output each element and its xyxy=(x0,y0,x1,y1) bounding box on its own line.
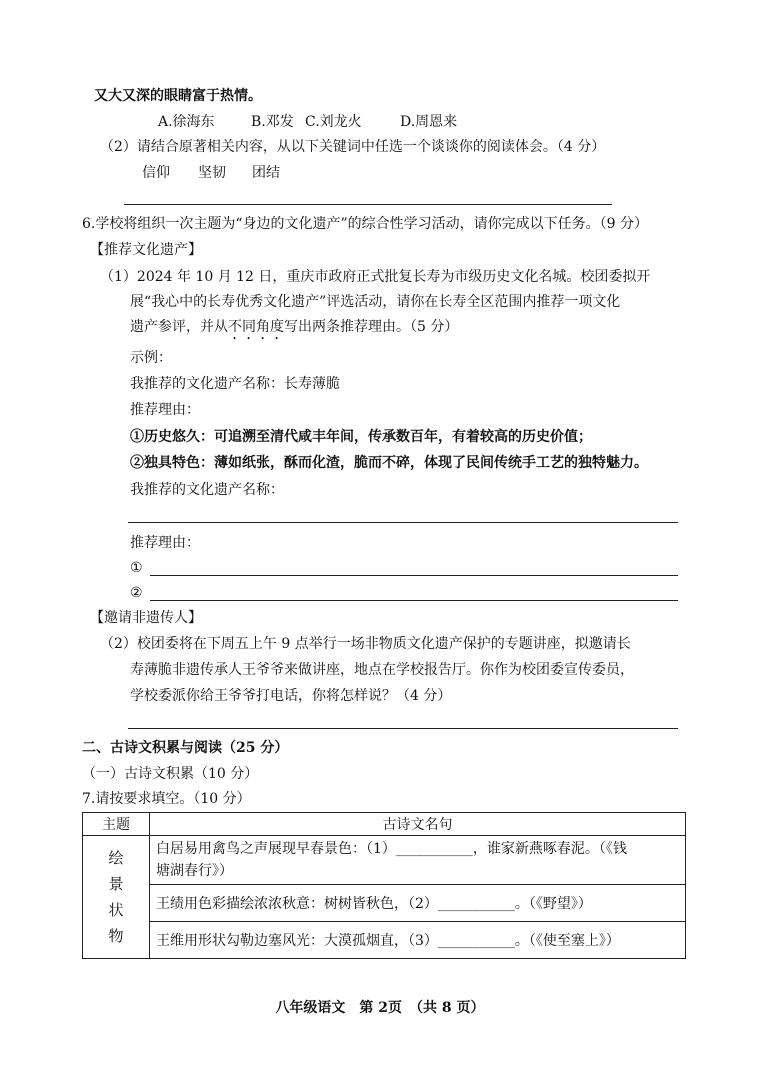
q6-part1-line2: 展“我心中的长寿优秀文化遗产”评选活动，请你在长寿全区范围内推荐一项文化 xyxy=(130,294,621,310)
table-header-content: 古诗文名句 xyxy=(150,813,686,836)
q6-name-answer-line[interactable] xyxy=(128,522,678,523)
q5-option-b: B.邓发 xyxy=(251,114,294,130)
section2-sub-heading: （一）古诗文积累（10 分） xyxy=(82,766,259,782)
q6-reason2-answer-line[interactable] xyxy=(150,600,678,601)
q5-option-d: D.周恩来 xyxy=(400,114,458,130)
q5-answer-line[interactable] xyxy=(124,204,612,205)
theme-char: 绘 xyxy=(108,849,124,867)
q6-part2-line1: （2）校团委将在下周五上午 9 点举行一场非物质文化遗产保护的专题讲座，拟邀请长 xyxy=(100,636,631,652)
q6-example-name: 我推荐的文化遗产名称：长寿薄脆 xyxy=(130,376,340,392)
q6-blank-marker-1: ① xyxy=(130,560,143,576)
q6-my-reason-label: 推荐理由： xyxy=(130,535,200,551)
q6-blank-marker-2: ② xyxy=(130,585,143,601)
q6-my-name-label: 我推荐的文化遗产名称： xyxy=(130,482,284,498)
table-header-theme: 主题 xyxy=(83,813,150,836)
q6-example-reason-2: ②独具特色：薄如纸张，酥而化渣，脆而不碎，体现了民间传统手工艺的独特魅力。 xyxy=(130,455,648,471)
poem-row-1-line1: 白居易用禽鸟之声展现早春景色：（1）___________，谁家新燕啄春泥。（《钱 xyxy=(156,841,627,857)
q6-example-label: 示例： xyxy=(130,350,172,366)
q6-section2-title: 【邀请非遗传人】 xyxy=(90,610,202,626)
q6-part2-line3: 学校委派你给王爷爷打电话，你将怎样说？（4 分） xyxy=(130,688,452,704)
q6-part1-line3-b: 写出两条推荐理由。（5 分） xyxy=(284,319,459,335)
table-theme-cell xyxy=(83,836,150,959)
q6-part2-answer-line[interactable] xyxy=(128,728,678,729)
page-footer: 八年级语文 第 2页 （共 8 页） xyxy=(275,1000,485,1016)
table-header-row xyxy=(83,813,686,836)
table-row xyxy=(83,836,686,885)
q5-option-a: A.徐海东 xyxy=(158,114,215,130)
q6-example-reason-1: ①历史悠久：可追溯至清代咸丰年间，传承数百年，有着较高的历史价值； xyxy=(130,429,592,445)
q6-section1-title: 【推荐文化遗产】 xyxy=(90,242,202,258)
theme-char: 物 xyxy=(108,927,124,945)
q5-part2-text: （2）请结合原著相关内容，从以下关键词中任选一个谈谈你的阅读体会。（4 分） xyxy=(100,139,606,155)
table-row xyxy=(83,885,686,922)
poem-row-1-line2: 塘湖春行》） xyxy=(156,863,233,879)
q6-intro: 6.学校将组织一次主题为“身边的文化遗产”的综合性学习活动，请你完成以下任务。（9 分） xyxy=(82,216,649,232)
q6-part2-line2: 寿薄脆非遗传承人王爷爷来做讲座，地点在学校报告厅。你作为校团委宣传委员， xyxy=(130,662,634,678)
section2-heading: 二、古诗文积累与阅读（25 分） xyxy=(82,740,289,756)
theme-char: 景 xyxy=(108,875,124,893)
q6-part1-line3 xyxy=(130,317,458,343)
q5-keyword-3: 团结 xyxy=(252,165,280,181)
q6-part1-line3-a: 遗产参评，并从 xyxy=(130,319,228,335)
theme-char: 状 xyxy=(108,901,124,919)
q6-example-reason-label: 推荐理由： xyxy=(130,402,200,418)
q5-keyword-1: 信仰 xyxy=(142,165,170,181)
q5-option-c: C.刘龙火 xyxy=(305,114,362,130)
q6-part1-emphasis: 不同角度 xyxy=(228,319,284,335)
poem-row-3[interactable]: 王维用形状勾勒边塞风光：大漠孤烟直，（3）___________。（《使至塞上》） xyxy=(150,922,686,959)
q6-part1-line1: （1）2024 年 10 月 12 日，重庆市政府正式批复长寿为市级历史文化名城。校团委拟开 xyxy=(100,269,651,285)
q5-tail-text: 又大又深的眼睛富于热情。 xyxy=(94,88,262,104)
q7-poem-table xyxy=(82,812,686,959)
q5-keyword-2: 坚韧 xyxy=(198,165,226,181)
table-row xyxy=(83,922,686,959)
poem-row-2[interactable]: 王绩用色彩描绘浓浓秋意：树树皆秋色，（2）___________。（《野望》） xyxy=(150,885,686,922)
q6-reason1-answer-line[interactable] xyxy=(150,575,678,576)
poem-row-1[interactable] xyxy=(150,836,686,885)
q7-intro: 7.请按要求填空。（10 分） xyxy=(82,791,251,807)
